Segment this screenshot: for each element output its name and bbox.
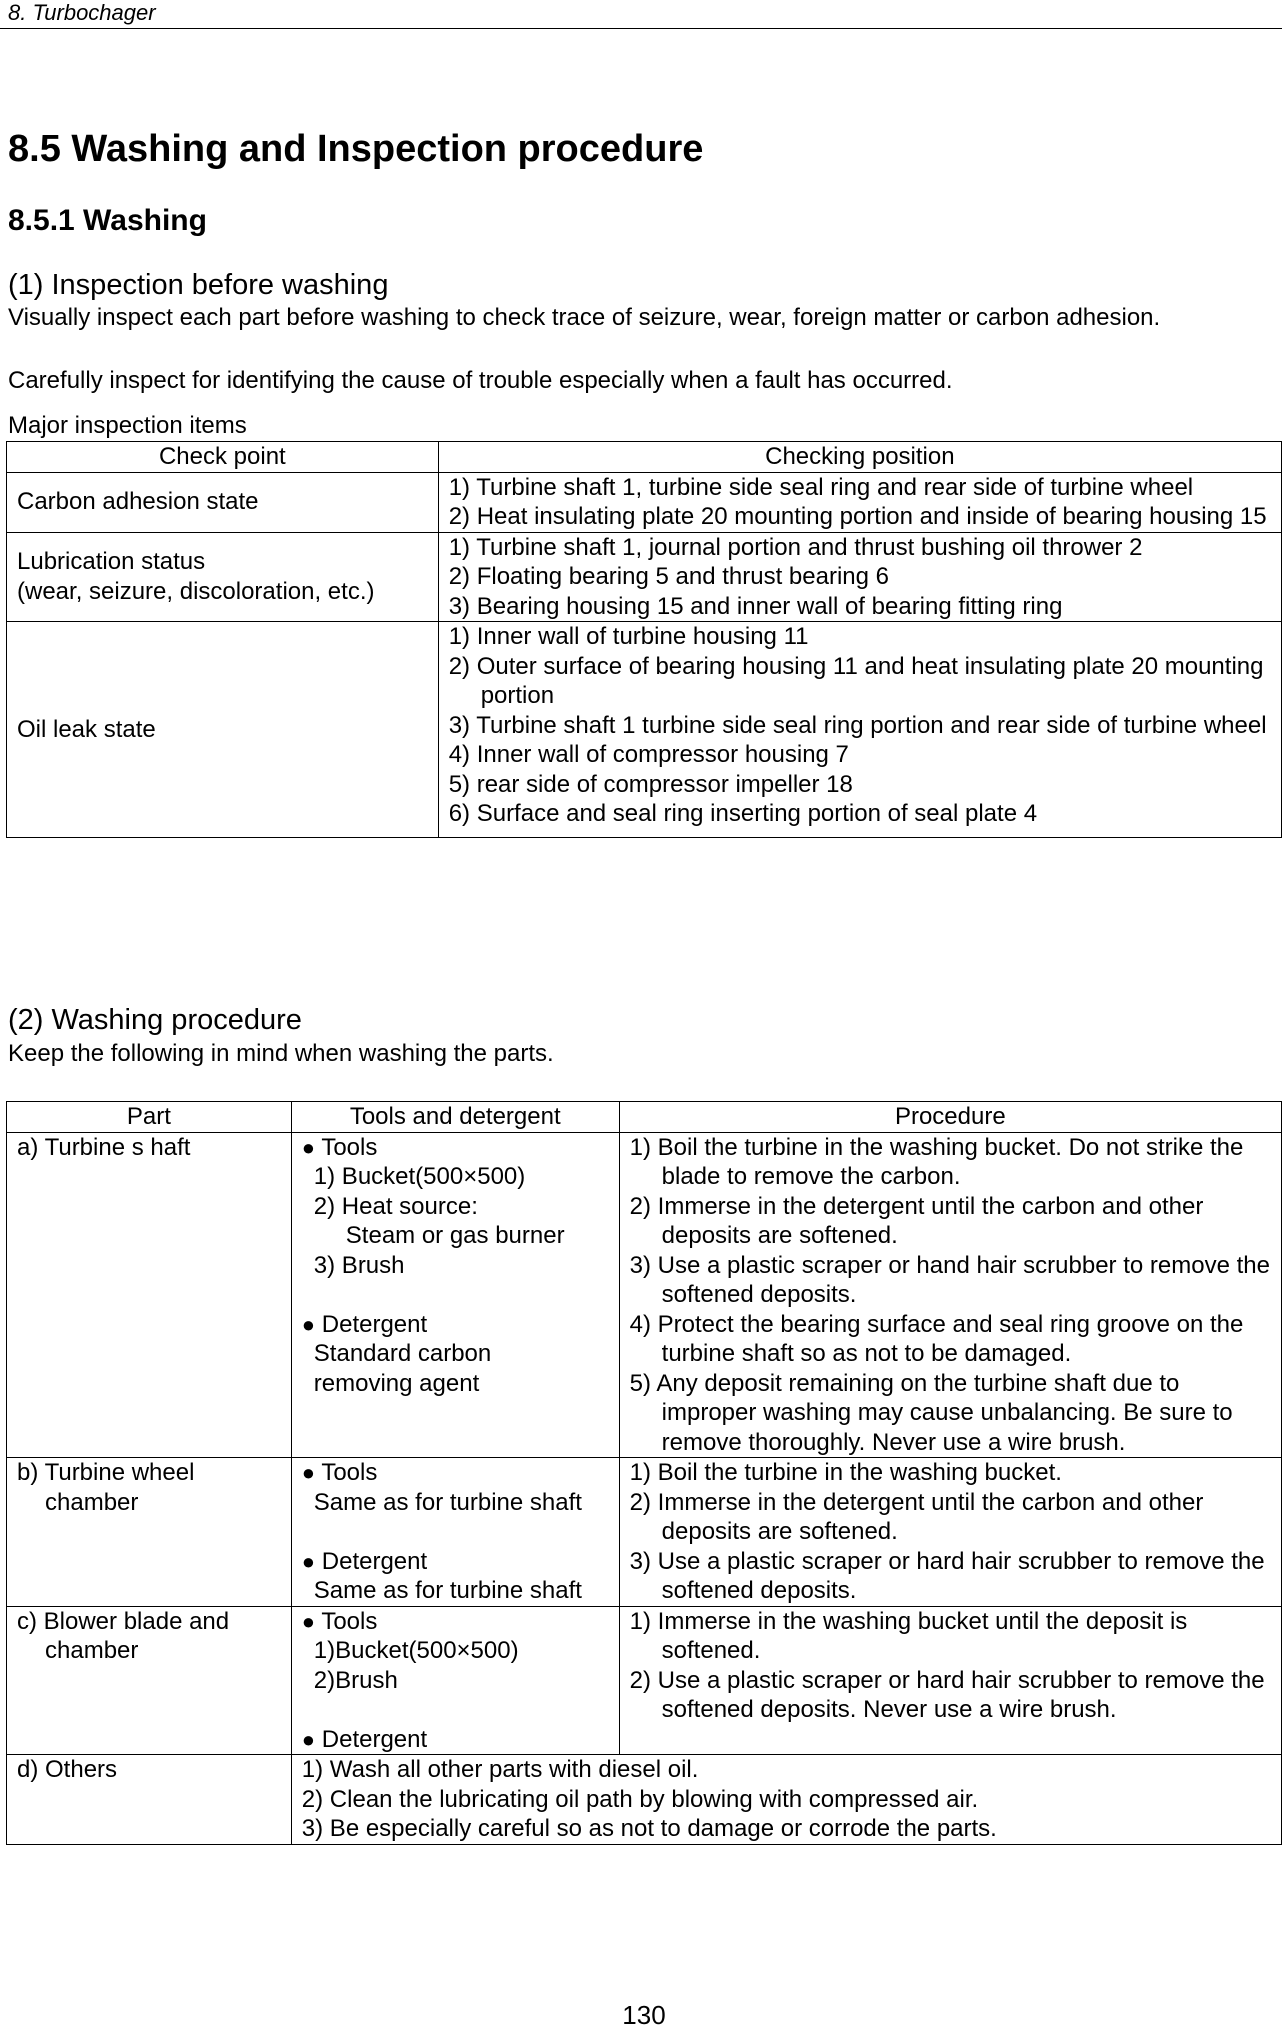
procedure-step: 3) Use a plastic scraper or hard hair scrubber to remove the softened deposits. (629, 1547, 1265, 1604)
checking-position-cell (438, 622, 1281, 838)
bullet-icon: ● (301, 1726, 316, 1752)
tool-item: 2) Heat source: (313, 1192, 478, 1220)
procedure-step: 2) Immerse in the detergent until the carbon and other deposits are softened. (629, 1488, 1204, 1545)
tools-label: Tools (321, 1607, 378, 1635)
table-row (7, 1458, 1282, 1607)
col-header-tools: Tools and detergent (291, 1102, 619, 1133)
table-row (7, 1132, 1282, 1458)
procedure-step: 1) Boil the turbine in the washing bucket. Do not strike the blade to remove the carbon. (629, 1133, 1244, 1190)
position-item: 1) Inner wall of turbine housing 11 (448, 623, 809, 650)
table-row (7, 472, 1282, 532)
inspection-heading: (1) Inspection before washing (8, 269, 389, 301)
tool-item: 1) Bucket(500×500) (313, 1163, 526, 1190)
procedure-cell (619, 1458, 1281, 1607)
check-point-cell (7, 472, 439, 532)
check-point-text: (wear, seizure, discoloration, etc.) (17, 577, 375, 605)
table-row (7, 1755, 1282, 1845)
procedure-step: 2) Immerse in the detergent until the carbon and other deposits are softened. (629, 1192, 1204, 1249)
bullet-icon: ● (301, 1460, 316, 1485)
washing-table (6, 1101, 1282, 1845)
inspection-table-header (7, 442, 1282, 473)
position-item: 2) Outer surface of bearing housing 11 and heat insulating plate 20 mounting portion (448, 652, 1264, 709)
inspection-table-title: Major inspection items (8, 412, 247, 439)
page-number: 130 (622, 2000, 666, 2030)
chapter-header: 8. Turbochager (8, 0, 156, 25)
check-point-cell (7, 622, 439, 838)
procedure-step: 3) Use a plastic scraper or hand hair scrubber to remove the softened deposits. (629, 1251, 1270, 1308)
inspection-paragraph-1: Visually inspect each part before washing to check trace of seizure, wear, foreign matter or carbon adhesion. (8, 304, 1161, 331)
tool-item: 2)Brush (313, 1666, 398, 1694)
check-point-text: Oil leak state (17, 715, 156, 743)
col-header-checking-position: Checking position (438, 442, 1281, 473)
spacer (302, 1695, 609, 1725)
tool-item: 3) Brush (313, 1251, 405, 1279)
position-item: 1) Turbine shaft 1, turbine side seal ring and rear side of turbine wheel (448, 473, 1194, 501)
tool-item: 1)Bucket(500×500) (313, 1637, 519, 1664)
check-point-text: Lubrication status (17, 548, 206, 576)
part-label: d) Others (17, 1756, 118, 1783)
procedure-cell (619, 1132, 1281, 1458)
procedure-step: 5) Any deposit remaining on the turbine shaft due to improper washing may cause unbalancing. Be sure to remove thoroughly. Never use a wire brush. (629, 1369, 1233, 1456)
detergent-label: Detergent (321, 1547, 428, 1575)
bullet-icon: ● (301, 1608, 316, 1634)
position-item: 3) Bearing housing 15 and inner wall of bearing fitting ring (448, 592, 1063, 620)
detergent-heading (302, 1725, 609, 1755)
tools-label: Tools (321, 1133, 378, 1161)
part-label: b) Turbine wheel (17, 1459, 195, 1486)
position-item: 6) Surface and seal ring inserting portion of seal plate 4 (448, 800, 1038, 827)
spacer (302, 1280, 609, 1310)
tools-heading (302, 1133, 609, 1163)
detergent-item: Standard carbon (313, 1340, 492, 1367)
col-header-procedure: Procedure (619, 1102, 1281, 1133)
procedure-step: 2) Use a plastic scraper or hard hair scrubber to remove the softened deposits. Never use a wire brush. (629, 1666, 1265, 1723)
table-row (7, 1606, 1282, 1755)
checking-position-cell (438, 532, 1281, 622)
tool-item: Steam or gas burner (345, 1222, 565, 1249)
part-cell (7, 1132, 292, 1458)
detergent-heading (302, 1310, 609, 1340)
tools-heading (302, 1607, 609, 1637)
washing-intro: Keep the following in mind when washing the parts. (8, 1040, 554, 1067)
procedure-step: 1) Immerse in the washing bucket until the deposit is softened. (629, 1607, 1188, 1664)
washing-heading: (2) Washing procedure (8, 1004, 302, 1036)
detergent-heading (302, 1547, 609, 1577)
part-cell (7, 1458, 292, 1607)
position-item: 2) Heat insulating plate 20 mounting portion and inside of bearing housing 15 (448, 503, 1267, 530)
check-point-cell (7, 532, 439, 622)
tools-label: Tools (321, 1459, 378, 1486)
spacer (302, 1517, 609, 1547)
bullet-icon: ● (301, 1311, 316, 1337)
position-item: 4) Inner wall of compressor housing 7 (448, 741, 849, 768)
procedure-step: 1) Boil the turbine in the washing bucket. (629, 1459, 1062, 1486)
detergent-label: Detergent (321, 1725, 428, 1753)
table-row (7, 532, 1282, 622)
part-label-cont: chamber (45, 1488, 139, 1516)
part-cell (7, 1606, 292, 1755)
tools-heading (302, 1458, 609, 1488)
procedure-step: 2) Clean the lubricating oil path by blowing with compressed air. (301, 1785, 979, 1813)
detergent-item: Same as for turbine shaft (313, 1577, 582, 1604)
inspection-table (6, 441, 1282, 838)
part-label-cont: chamber (45, 1637, 139, 1664)
inspection-paragraph-2: Carefully inspect for identifying the cause of trouble especially when a fault has occurred. (8, 367, 953, 394)
bullet-icon: ● (301, 1134, 316, 1160)
checking-position-cell (438, 472, 1281, 532)
detergent-item: removing agent (313, 1369, 480, 1397)
detergent-label: Detergent (321, 1310, 428, 1338)
bullet-icon: ● (301, 1548, 316, 1574)
subsection-title: 8.5.1 Washing (8, 204, 207, 237)
washing-table-header (7, 1102, 1282, 1133)
table-row (7, 622, 1282, 838)
part-label: a) Turbine s haft (17, 1133, 191, 1161)
tool-item: Same as for turbine shaft (313, 1488, 582, 1516)
position-item: 2) Floating bearing 5 and thrust bearing 6 (448, 563, 889, 590)
check-point-text: Carbon adhesion state (17, 488, 259, 516)
col-header-part: Part (7, 1102, 292, 1133)
col-header-check-point: Check point (7, 442, 439, 473)
position-item: 5) rear side of compressor impeller 18 (448, 770, 853, 798)
tools-cell (291, 1132, 619, 1458)
part-label: c) Blower blade and (17, 1607, 230, 1635)
position-item: 1) Turbine shaft 1, journal portion and thrust bushing oil thrower 2 (448, 533, 1143, 561)
procedure-cell (291, 1755, 1281, 1845)
procedure-step: 3) Be especially careful so as not to damage or corrode the parts. (301, 1815, 997, 1842)
tools-cell (291, 1458, 619, 1607)
procedure-cell (619, 1606, 1281, 1755)
tools-cell (291, 1606, 619, 1755)
procedure-step: 1) Wash all other parts with diesel oil. (301, 1756, 699, 1783)
procedure-step: 4) Protect the bearing surface and seal ring groove on the turbine shaft so as not to be damaged. (629, 1310, 1244, 1367)
part-cell (7, 1755, 292, 1845)
section-title: 8.5 Washing and Inspection procedure (8, 128, 704, 170)
header-rule (0, 28, 1282, 29)
position-item: 3) Turbine shaft 1 turbine side seal ring portion and rear side of turbine wheel (448, 711, 1267, 739)
